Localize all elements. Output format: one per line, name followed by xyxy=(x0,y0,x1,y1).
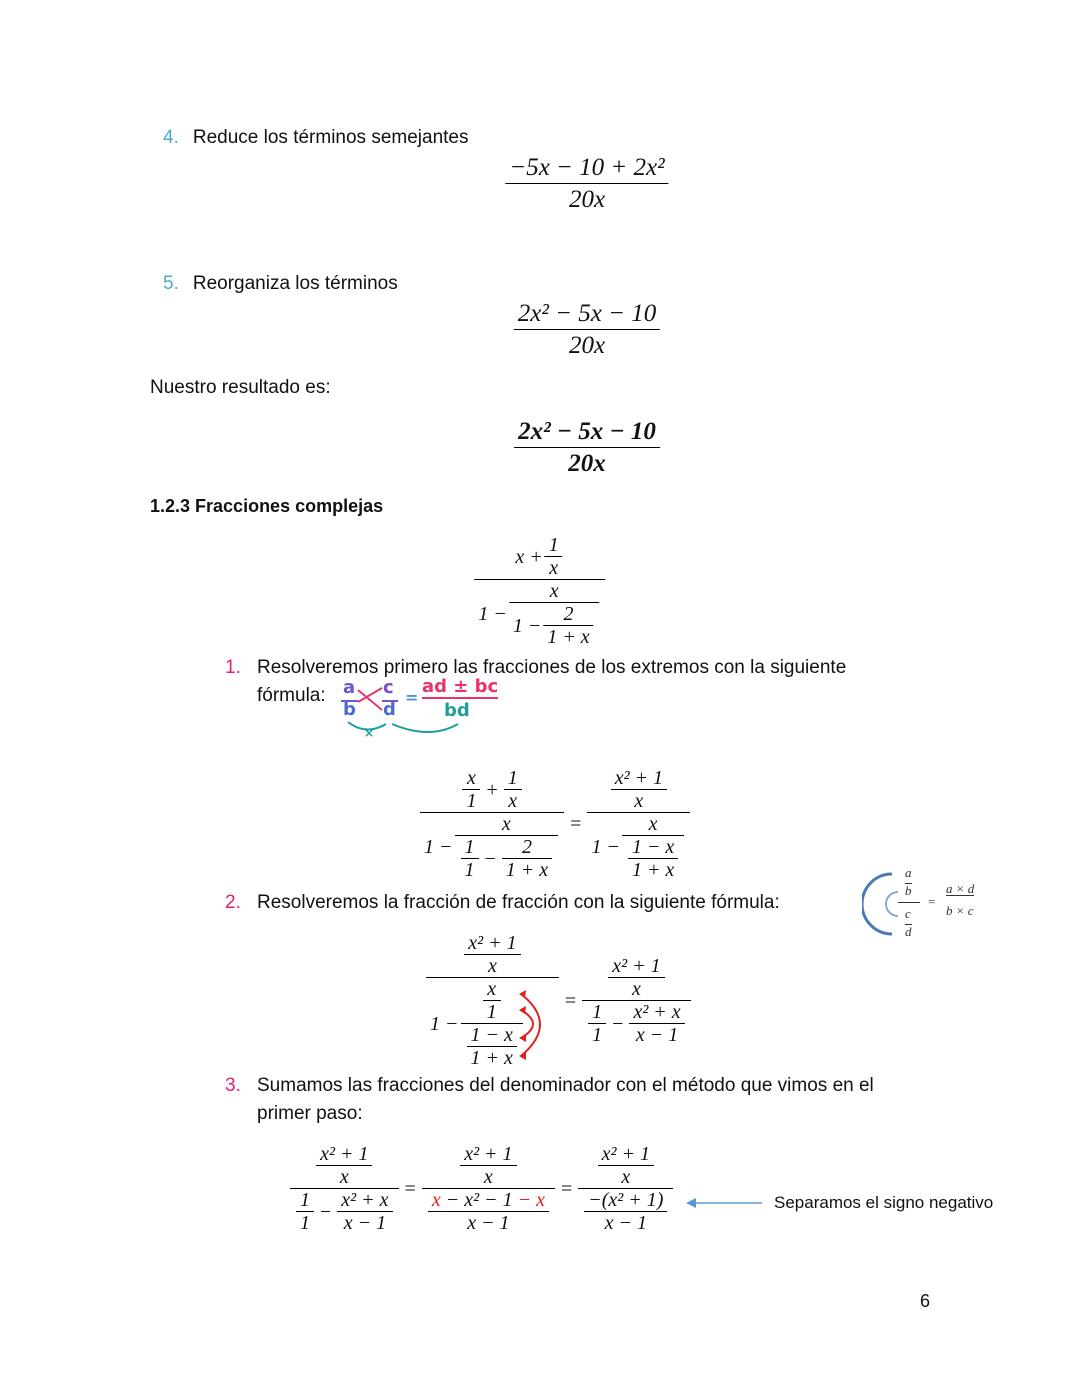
term: x − 1 xyxy=(635,1024,679,1046)
equals: = xyxy=(928,894,936,909)
term: 1 xyxy=(588,1002,606,1024)
term: x² + 1 xyxy=(598,1144,654,1166)
result-formula xyxy=(512,416,662,479)
step-text: Reduce los términos semejantes xyxy=(192,127,469,148)
denominator: b × c xyxy=(946,903,974,918)
term: x xyxy=(508,790,518,812)
term: 1 − x xyxy=(628,837,678,859)
term: − xyxy=(612,1012,624,1035)
term: 1 xyxy=(464,859,475,881)
formula-step-5 xyxy=(512,298,662,361)
numerator: 2x² − 5x − 10 xyxy=(514,298,660,330)
step-3-text-2: primer paso: xyxy=(257,1103,363,1124)
step-text: Sumamos las fracciones del denominador con el método que vimos en el xyxy=(257,1075,874,1096)
step-text: Resolveremos primero las fracciones de los extremos con la siguiente xyxy=(257,657,847,678)
cross-multiplication-formula-image xyxy=(340,676,500,744)
term: x² + 1 xyxy=(608,956,664,978)
term: − x xyxy=(517,1189,545,1211)
term: 2 xyxy=(502,837,552,859)
arc-icon xyxy=(862,866,922,942)
annotation-note: Separamos el signo negativo xyxy=(774,1193,994,1212)
letter-d: d xyxy=(905,924,912,939)
term: x xyxy=(549,557,559,579)
equals: = xyxy=(570,813,582,835)
term: x xyxy=(622,814,684,836)
term: 1 + x xyxy=(547,626,590,648)
denominator: bd xyxy=(444,700,470,721)
term: x xyxy=(455,814,559,836)
term: x² + x xyxy=(629,1002,684,1024)
swap-arrows-icon xyxy=(519,988,555,1060)
term: 1 xyxy=(296,1190,314,1212)
equals: = xyxy=(564,989,577,1012)
term: −(x² + 1) xyxy=(584,1190,667,1212)
term: 1 xyxy=(466,790,477,812)
step-number: 4. xyxy=(163,127,179,148)
step-2 xyxy=(225,892,780,914)
term: − x² − 1 xyxy=(440,1189,518,1211)
letter-b: b xyxy=(343,699,356,720)
step-text: Resolveremos la fracción de fracción con la siguiente fórmula: xyxy=(257,892,780,913)
term: x xyxy=(483,1166,493,1188)
step-number: 5. xyxy=(163,273,179,294)
term: x − 1 xyxy=(343,1212,387,1234)
term: x xyxy=(631,978,641,1000)
term: 1 xyxy=(300,1212,310,1234)
step-1 xyxy=(225,657,847,679)
step-5 xyxy=(163,273,398,295)
term: x xyxy=(621,1166,631,1188)
term: x xyxy=(487,955,497,977)
term: − xyxy=(484,847,496,870)
step-1-text-2: fórmula: xyxy=(257,685,326,706)
term: x xyxy=(483,979,501,1001)
term: x − 1 xyxy=(467,1212,510,1234)
formula-step-3 xyxy=(288,1144,675,1233)
equals: = xyxy=(560,1177,573,1200)
step-3 xyxy=(225,1075,874,1097)
complex-fraction xyxy=(472,535,607,647)
step-number: 3. xyxy=(225,1075,241,1096)
term: x² + 1 xyxy=(611,768,667,790)
letter-b: b xyxy=(905,883,912,898)
term: + xyxy=(486,778,498,801)
cross-arrows-icon xyxy=(340,677,500,744)
term: 1 xyxy=(592,1024,603,1046)
formula-step-1 xyxy=(418,768,692,880)
result-label: Nuestro resultado es: xyxy=(150,377,331,398)
letter-d: d xyxy=(383,699,396,720)
equals: = xyxy=(405,688,419,707)
term: x xyxy=(462,768,480,790)
formula-step-2 xyxy=(424,933,693,1068)
arrow-left-icon xyxy=(686,1196,764,1210)
section-title: 1.2.3 Fracciones complejas xyxy=(150,496,384,516)
term: 1 − xyxy=(591,836,620,858)
fraction-of-fraction-formula-image xyxy=(862,866,992,942)
term: x xyxy=(634,790,644,812)
times: × xyxy=(364,726,375,740)
term: − xyxy=(320,1200,332,1223)
term: x² + x xyxy=(337,1190,392,1212)
equals: = xyxy=(404,1177,416,1200)
term: 1 + x xyxy=(505,859,549,881)
term: 1 − xyxy=(430,1012,459,1035)
term: 2 xyxy=(543,604,593,626)
term: 1 xyxy=(504,768,522,790)
term: 1 + x xyxy=(631,859,675,881)
denominator: 20x xyxy=(568,450,606,477)
step-number: 1. xyxy=(225,657,241,678)
term: 1 − xyxy=(478,603,507,625)
term: x − 1 xyxy=(604,1212,648,1234)
term: 1 xyxy=(486,1001,497,1023)
term: x xyxy=(509,581,600,603)
formula-step-4 xyxy=(503,152,670,215)
term: x xyxy=(431,1189,441,1211)
term: 1 xyxy=(545,535,563,557)
numerator: a × d xyxy=(946,881,975,896)
term: x² + 1 xyxy=(316,1144,372,1166)
term: 1 + x xyxy=(470,1047,513,1069)
numerator: −5x − 10 + 2x² xyxy=(505,152,668,184)
term: x xyxy=(339,1166,349,1188)
letter-a: a xyxy=(905,865,912,880)
term: 1 xyxy=(461,837,479,859)
step-number: 2. xyxy=(225,892,241,913)
term: x² + 1 xyxy=(464,933,520,955)
numerator: 2x² − 5x − 10 xyxy=(514,416,660,448)
term: 1 − xyxy=(512,614,542,637)
letter-c: c xyxy=(905,906,911,921)
denominator: 20x xyxy=(568,332,606,359)
letter-c: c xyxy=(383,677,394,698)
term: 1 − x xyxy=(467,1025,517,1047)
term: x² + 1 xyxy=(460,1144,516,1166)
step-4 xyxy=(163,127,469,149)
term: 1 − xyxy=(424,836,453,858)
numerator: ad ± bc xyxy=(422,676,499,697)
page-number: 6 xyxy=(920,1291,931,1311)
step-text: Reorganiza los términos xyxy=(192,273,398,294)
denominator: 20x xyxy=(568,186,606,213)
letter-a: a xyxy=(343,677,356,698)
term: x + xyxy=(515,545,543,568)
